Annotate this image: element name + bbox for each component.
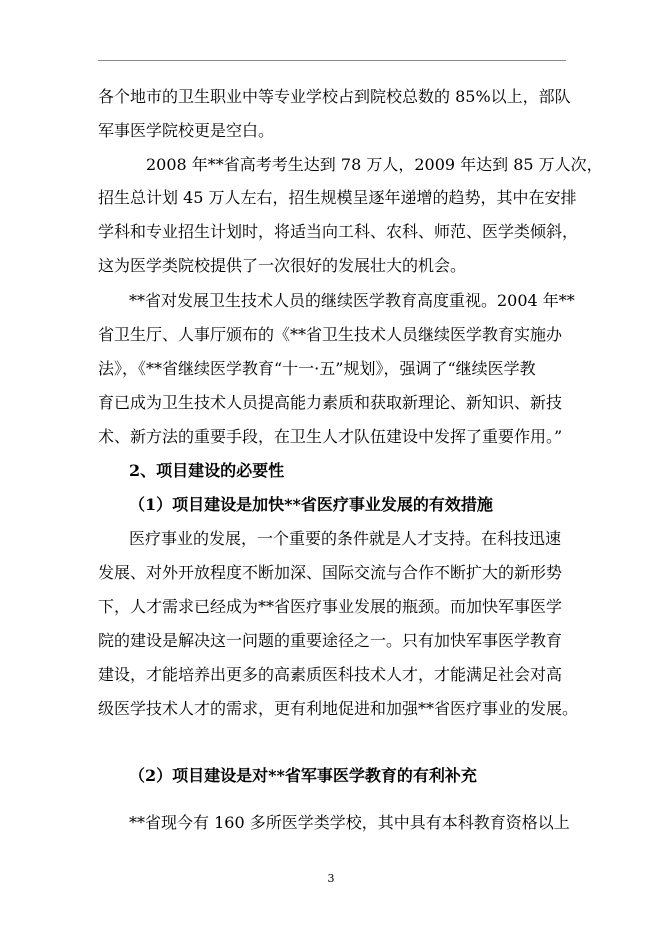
subsection-heading: （1）项目建设是加快**省医疗事业发展的有效措施	[129, 495, 493, 514]
paragraph-line: 法》，《**省继续医学教育“十一·五”规划》，强调了“继续医学教	[98, 359, 536, 378]
page-number: 3	[327, 872, 335, 885]
paragraph-line: 育已成为卫生技术人员提高能力素质和获取新理论、新知识、新技	[98, 393, 563, 412]
paragraph-line: **省现今有 160 多所医学类学校，其中具有本科教育资格以上	[129, 813, 570, 832]
paragraph-line: 建设，才能培养出更多的高素质医科技术人才，才能满足社会对高	[98, 665, 563, 684]
paragraph-line: 各个地市的卫生职业中等专业学校占到院校总数的 85%以上，部队	[98, 87, 571, 106]
paragraph-line: 这为医学类院校提供了一次很好的发展壮大的机会。	[98, 256, 467, 275]
paragraph-line: 发展、对外开放程度不断加深、国际交流与合作不断扩大的新形势	[98, 563, 563, 582]
paragraph-line: 医疗事业的发展，一个重要的条件就是人才支持。在科技迅速	[129, 529, 562, 548]
header-rule	[98, 60, 566, 61]
paragraph-line: 2008 年**省高考考生达到 78 万人，2009 年达到 85 万人次，	[146, 155, 603, 174]
section-heading: 2、项目建设的必要性	[129, 461, 285, 480]
paragraph-line: 级医学技术人才的需求，更有利地促进和加强**省医疗事业的发展。	[98, 699, 579, 718]
paragraph-line: 下，人才需求已经成为**省医疗事业发展的瓶颈。而加快军事医学	[98, 597, 563, 616]
paragraph-line: 招生总计划 45 万人左右，招生规模呈逐年递增的趋势，其中在安排	[98, 188, 577, 207]
paragraph-line: **省对发展卫生技术人员的继续医学教育高度重视。2004 年**	[129, 291, 575, 310]
subsection-heading: （2）项目建设是对**省军事医学教育的有利补充	[129, 766, 477, 785]
paragraph-line: 学科和专业招生计划时，将适当向工科、农科、师范、医学类倾斜，	[98, 222, 579, 241]
paragraph-line: 术、新方法的重要手段，在卫生人才队伍建设中发挥了重要作用。”	[98, 427, 563, 446]
paragraph-line: 省卫生厅、人事厅颁布的《**省卫生技术人员继续医学教育实施办	[98, 325, 563, 344]
paragraph-line: 院的建设是解决这一问题的重要途径之一。只有加快军事医学教育	[98, 631, 563, 650]
paragraph-line: 军事医学院校更是空白。	[98, 121, 275, 140]
